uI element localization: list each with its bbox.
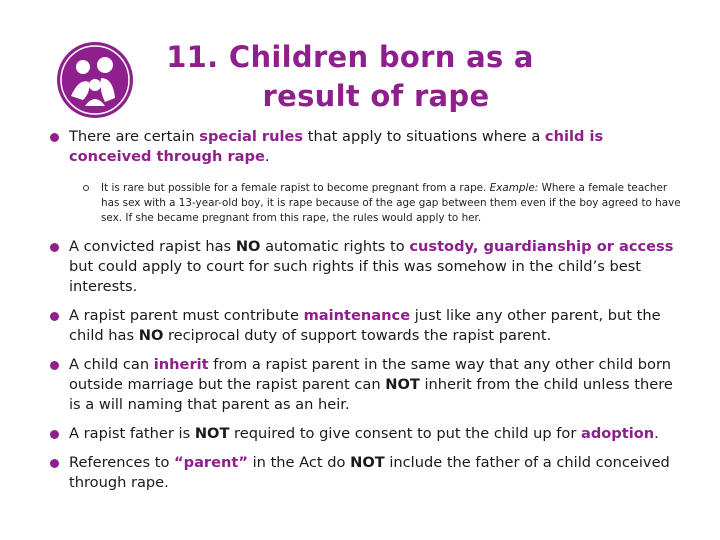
bullet-list xyxy=(48,127,688,493)
bullet-custody: A convicted rapist has NO automatic rights to custody, guardianship or access but could apply to court for such rights if this was somehow in the child’s best interests. xyxy=(48,237,688,297)
bullet-dot-icon xyxy=(50,430,59,439)
sub-bullet-female-rapist: It is rare but possible for a female rapist to become pregnant from a rape. Example: Where a female teacher has sex with a 13-year-old boy, it is rape because of the age gap between them even if the boy agreed to have sex. If she became pregnant from this rape, the rules would apply to her. xyxy=(48,181,688,226)
page-title xyxy=(140,38,560,116)
bullet-adoption: A rapist father is NOT required to give consent to put the child up for adoption. xyxy=(48,424,688,444)
bullet-dot-icon xyxy=(50,133,59,142)
sub-bullet-ring-icon xyxy=(83,185,89,191)
bullet-maintenance: A rapist parent must contribute maintenance just like any other parent, but the child has NO reciprocal duty of support towards the rapist parent. xyxy=(48,306,688,346)
bullet-dot-icon xyxy=(50,312,59,321)
title-line-2: result of rape xyxy=(262,79,490,113)
family-emblem-icon xyxy=(55,40,135,120)
bullet-dot-icon xyxy=(50,459,59,468)
bullet-dot-icon xyxy=(50,243,59,252)
bullet-parent-definition: References to “parent” in the Act do NOT include the father of a child conceived through rape. xyxy=(48,453,688,493)
bullet-dot-icon xyxy=(50,361,59,370)
bullet-inherit: A child can inherit from a rapist parent in the same way that any other child born outside marriage but the rapist parent can NOT inherit from the child unless there is a will naming that parent as an heir. xyxy=(48,355,688,415)
bullet-special-rules: There are certain special rules that apply to situations where a child is conceived through rape. xyxy=(48,127,688,167)
title-line-1: 11. Children born as a xyxy=(166,40,534,74)
